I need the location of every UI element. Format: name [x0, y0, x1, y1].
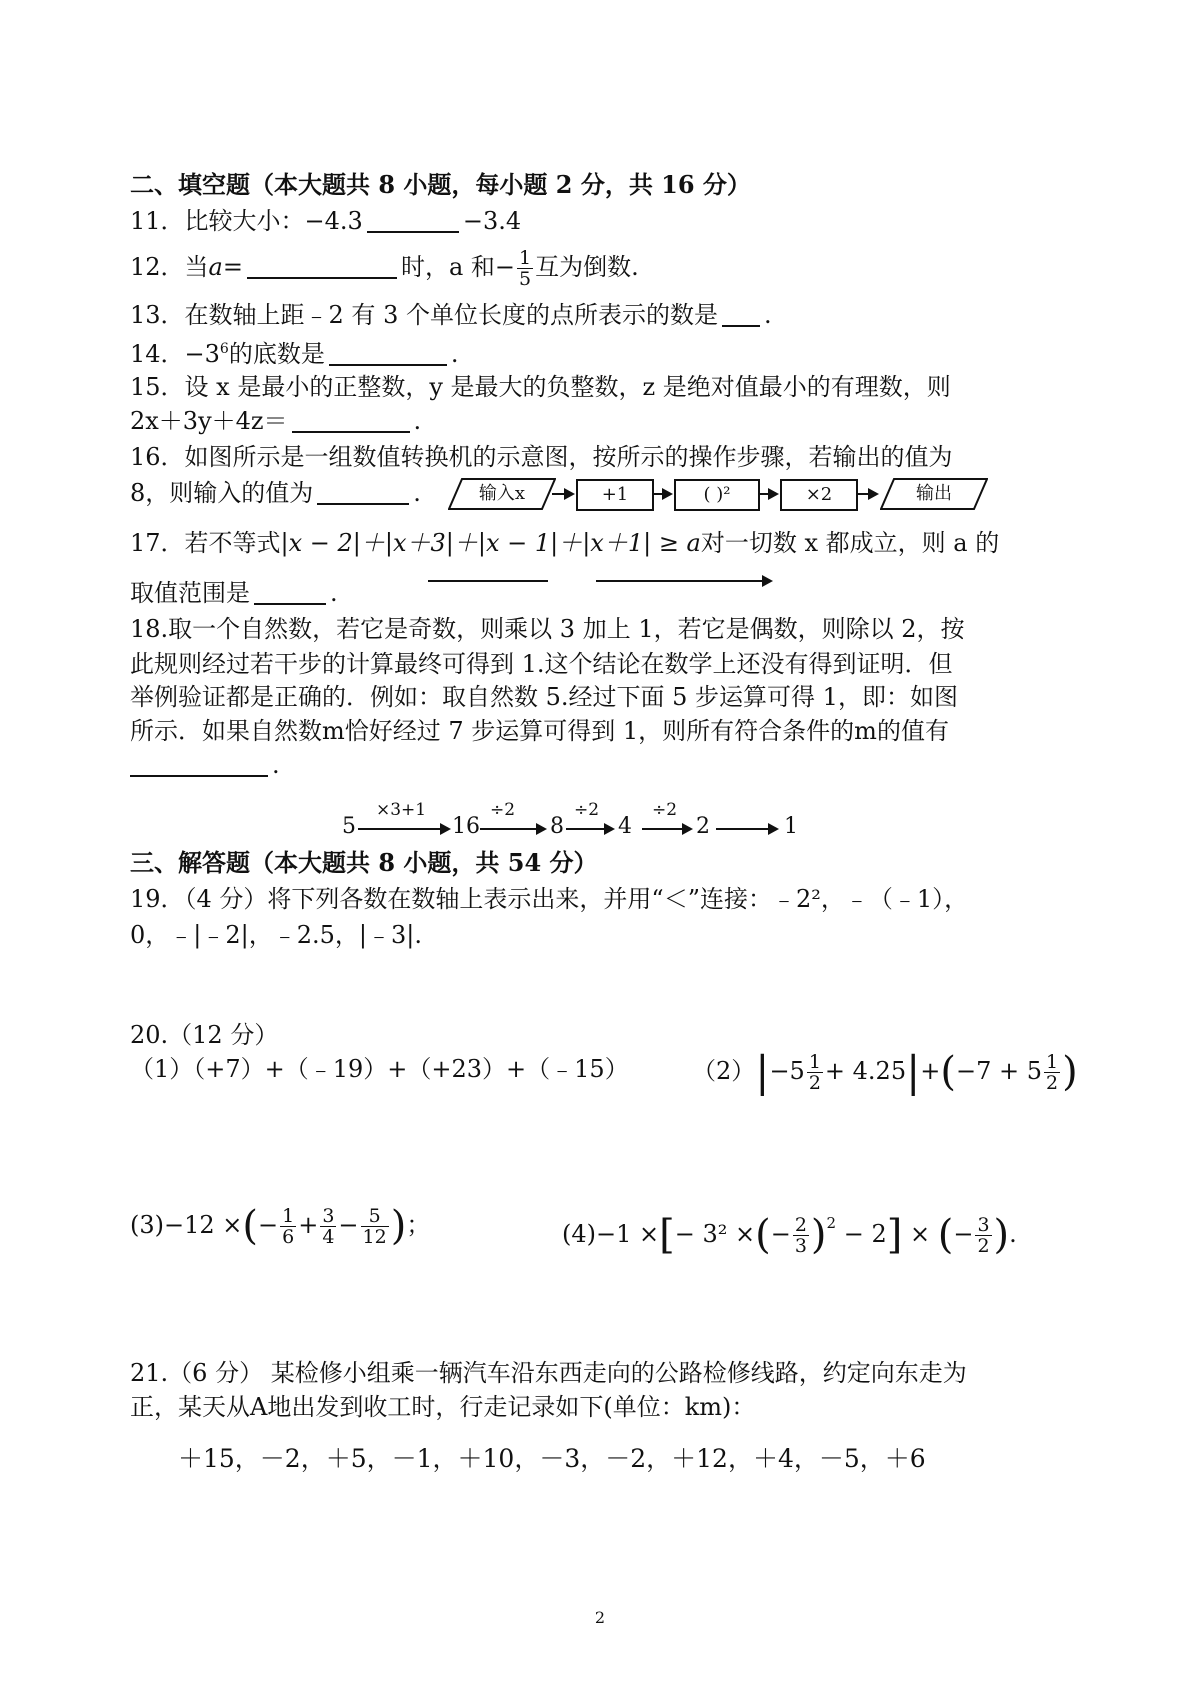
- q12-mid: 时，: [400, 253, 449, 281]
- page-number: 2: [594, 1608, 606, 1627]
- q11-tail: −3.4: [462, 207, 522, 235]
- question-18-line5: [130, 748, 280, 782]
- q16-answer-blank[interactable]: [317, 477, 409, 505]
- chain-arrow-4-head: [682, 823, 693, 835]
- q17-tail: .: [330, 579, 338, 607]
- chain-value-2: 8: [550, 814, 564, 839]
- machine-step-plus-one: +1: [576, 479, 654, 511]
- q14-answer-blank[interactable]: [329, 338, 447, 366]
- question-20-part1: （1）（+7）+（﹣19）+（+23）+（﹣15）: [130, 1055, 629, 1083]
- q12-answer-blank[interactable]: [247, 251, 397, 279]
- q12-var: a: [208, 253, 223, 281]
- chain-arrow-3-head: [604, 823, 615, 835]
- chain-arrow-2: [480, 828, 538, 830]
- question-11: [130, 204, 521, 238]
- q18-tail: .: [272, 751, 280, 779]
- chain-value-1: 16: [452, 814, 480, 839]
- machine-input-box: 输入x: [448, 478, 556, 510]
- q11-answer-blank[interactable]: [367, 205, 459, 233]
- question-16-line1: 16．如图所示是一组数值转换机的示意图，按所示的操作步骤，若输出的值为: [130, 443, 953, 471]
- chain-arrow-3: [566, 828, 606, 830]
- section2-heading: 二、填空题（本大题共 8 小题，每小题 2 分，共 16 分）: [130, 170, 751, 199]
- q13-text: 13．在数轴上距﹣2 有 3 个单位长度的点所表示的数是: [130, 301, 718, 329]
- q17-expression: |x − 2|＋|x＋3|＋|x − 1|＋|x＋1| ≥ a: [280, 529, 701, 557]
- q20p3-frac-1: $\frac{1}{6}$: [282, 1205, 295, 1248]
- stray-line-1: [428, 580, 548, 582]
- q17-post: 对一切数 x 都成立，则 a 的: [700, 529, 1000, 557]
- chain-arrow-1-head: [440, 823, 451, 835]
- question-20-part3: (3)−12 ×(− $\frac{1}{6}$ + $\frac{3}{4}$ − $\frac{5}{12}$ )；: [130, 1203, 431, 1249]
- machine-arrow-2-head: [662, 488, 673, 500]
- question-12: [130, 248, 639, 289]
- q17-answer-blank[interactable]: [254, 577, 326, 605]
- q11-text: 11．比较大小：−4.3: [130, 207, 363, 235]
- question-17-line1: [130, 526, 999, 560]
- machine-arrow-1-head: [564, 488, 575, 500]
- question-18-line2: 此规则经过若干步的计算最终可得到 1.这个结论在数学上还没有得到证明．但: [130, 650, 953, 678]
- machine-step-times-two: ×2: [780, 479, 858, 511]
- question-20-title: 20.（12 分）: [130, 1021, 279, 1049]
- q17-pre: 17．若不等式: [130, 529, 281, 557]
- q17-text: 取值范围是: [130, 579, 250, 607]
- question-15-line2: [130, 404, 421, 438]
- question-15-line1: 15．设 x 是最小的正整数，y 是最大的负整数，z 是绝对值最小的有理数，则: [130, 373, 951, 401]
- q14-mid: 的底数是: [228, 340, 325, 368]
- section3-heading: 三、解答题（本大题共 8 小题，共 54 分）: [130, 848, 598, 877]
- q12-fraction: $\frac{1}{5}$: [519, 247, 532, 290]
- question-20-part4: (4)−1 ×[− 3² ×(− $\frac{2}{3}$ )$^2$ − 2] × (− $\frac{3}{2}$ ).: [562, 1212, 1017, 1258]
- q14-pre: 14．−3: [130, 340, 220, 368]
- question-21-line2: 正，某天从A地出发到收工时，行走记录如下(单位：km)：: [130, 1393, 756, 1421]
- q20p2-frac-a: $\frac{1}{2}$: [808, 1051, 821, 1094]
- machine-step-square: ( )²: [674, 479, 760, 511]
- question-18-line3: 举例验证都是正确的．例如：取自然数 5.经过下面 5 步运算可得 1，即：如图: [130, 683, 958, 711]
- chain-value-3: 4: [618, 814, 632, 839]
- q18-answer-blank[interactable]: [130, 749, 268, 777]
- question-21-line1: 21.（6 分） 某检修小组乘一辆汽车沿东西走向的公路检修线路，约定向东走为: [130, 1359, 967, 1387]
- question-17-line2: [130, 576, 338, 610]
- question-19-line2: 0，﹣|﹣2|，﹣2.5，|﹣3|.: [130, 921, 422, 949]
- q20p3-frac-3: $\frac{5}{12}$: [362, 1205, 387, 1248]
- machine-output-box: 输出: [880, 478, 988, 510]
- chain-value-4: 2: [696, 814, 710, 839]
- question-20-part2: （2）|−5 $\frac{1}{2}$ + 4.25|+(−7 + 5 $\frac{1}{2}$ ): [692, 1047, 1078, 1096]
- q20p2-label: （2）: [692, 1057, 756, 1085]
- machine-arrow-3-head: [768, 488, 779, 500]
- q15-expr: 2x＋3y＋4z＝: [130, 407, 288, 435]
- q12-tail: 互为倒数.: [535, 253, 639, 281]
- question-16-line2: [130, 476, 421, 510]
- chain-op-2: ÷2: [490, 800, 516, 820]
- q16-text: 8，则输入的值为: [130, 479, 314, 507]
- chain-arrow-2-head: [536, 823, 547, 835]
- chain-op-1: ×3+1: [376, 800, 427, 820]
- question-19-line1: 19．（4 分）将下列各数在数轴上表示出来，并用“＜”连接：﹣2²，﹣（﹣1），: [130, 885, 969, 913]
- question-14: [130, 332, 458, 371]
- q20p3-frac-2: $\frac{3}{4}$: [322, 1205, 335, 1248]
- q20p4-frac-2: $\frac{3}{2}$: [977, 1214, 990, 1257]
- q12-pre: 12．当: [130, 253, 209, 281]
- q12-mid2: a 和−: [448, 253, 516, 281]
- chain-arrow-5-head: [768, 823, 779, 835]
- chain-arrow-5: [716, 828, 770, 830]
- q14-sup: 6: [219, 341, 229, 357]
- question-18-line1: 18.取一个自然数，若它是奇数，则乘以 3 加上 1，若它是偶数，则除以 2，按: [130, 615, 965, 643]
- chain-value-5: 1: [784, 814, 798, 839]
- q15-answer-blank[interactable]: [292, 405, 410, 433]
- chain-arrow-1: [358, 828, 442, 830]
- q14-tail: .: [450, 340, 459, 368]
- q20p2-frac-d: $\frac{1}{2}$: [1046, 1051, 1059, 1094]
- chain-op-4: ÷2: [652, 800, 678, 820]
- q12-eq: =: [222, 253, 243, 281]
- collatz-chain-diagram: [340, 800, 820, 850]
- q16-tail: .: [413, 479, 421, 507]
- question-18-line4: 所示．如果自然数m恰好经过 7 步运算可得到 1，则所有符合条件的m的值有: [130, 717, 949, 745]
- q20p4-frac-1: $\frac{2}{3}$: [794, 1214, 807, 1257]
- question-13: [130, 298, 772, 332]
- stray-arrow-head: [762, 575, 773, 587]
- q15-tail: .: [413, 407, 422, 435]
- machine-arrow-4-head: [868, 488, 879, 500]
- chain-value-0: 5: [342, 814, 356, 839]
- q13-answer-blank[interactable]: [722, 299, 760, 327]
- q21-record: ＋15，－2，＋5，－1，＋10，－3，－2，＋12，＋4，－5，＋6: [178, 1444, 926, 1473]
- chain-arrow-4: [642, 828, 684, 830]
- chain-op-3: ÷2: [574, 800, 600, 820]
- q13-tail: .: [763, 301, 772, 329]
- stray-arrow-line: [596, 580, 764, 582]
